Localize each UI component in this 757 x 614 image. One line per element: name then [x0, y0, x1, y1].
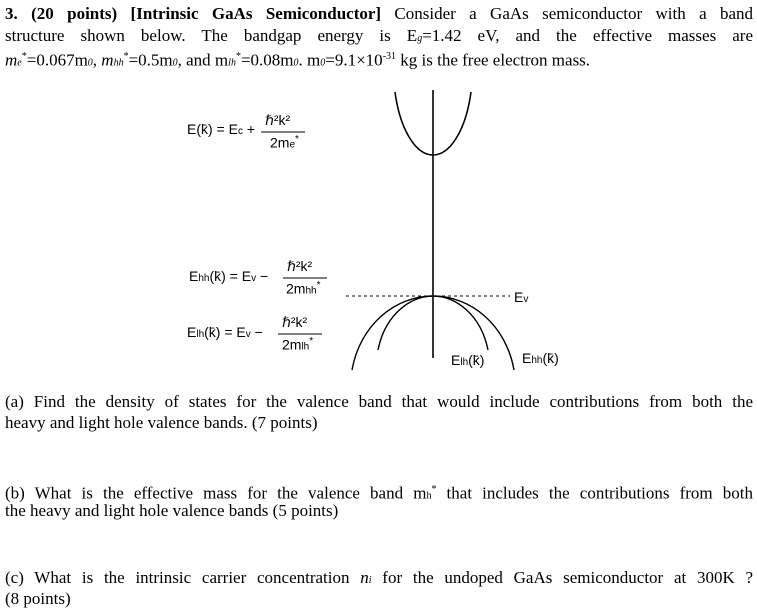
ehh-mhh-sub: hh — [305, 285, 317, 297]
ev-label — [514, 289, 528, 305]
problem-points: (20 points) — [31, 4, 118, 23]
part-c-ni-sub: i — [368, 575, 372, 586]
ehh-denominator — [286, 280, 320, 297]
ec-lhs-text: E(k̄) = E — [187, 121, 238, 137]
me-value: =0.067m — [26, 50, 88, 70]
mlh-subscript: lh — [228, 57, 236, 69]
mlh-value: =0.08m — [240, 50, 294, 70]
me-subscript: e — [17, 57, 22, 69]
me-symbol: m — [5, 50, 18, 70]
ec-plus: + — [246, 121, 256, 137]
ehh-two-m: 2m — [286, 280, 306, 297]
mhh-value: =0.5m — [128, 50, 173, 70]
mo-value: =9.1×10 — [325, 50, 383, 70]
curve-hh-sub: hh — [531, 355, 543, 366]
part-b-mh-sub: h — [426, 490, 432, 502]
mo-def: . m — [298, 50, 321, 70]
elh-two-m: 2m — [282, 336, 302, 353]
curve-hh-e: E — [522, 350, 532, 366]
ehh-minus: − — [259, 268, 269, 284]
ec-subscript: c — [237, 126, 243, 137]
part-a-line-1: (a) Find the density of states for the valence band that would include contributions from both the — [5, 392, 753, 411]
ec-equation-lhs — [187, 121, 255, 137]
ehh-v-sub: v — [251, 273, 257, 284]
ec-me-star: * — [295, 134, 299, 145]
part-c-line-2: (8 points) — [5, 589, 71, 608]
problem-intro-2: structure shown below. The bandgap energy is E — [5, 26, 418, 45]
problem-line-3: me*=0.067m0, mhh*=0.5m0, and mlh*=0.08m0. $m0=9.1\times 10^{-31}$ kg is the free electron mass. — [5, 50, 591, 70]
elh-k-arg: (k̄) = E — [204, 324, 246, 340]
ehh-equation-lhs — [189, 268, 268, 284]
part-b-line-2: the heavy and light hole valence bands (5 points) — [5, 501, 339, 520]
ehh-star: * — [316, 280, 321, 291]
elh-e: E — [187, 324, 197, 340]
elh-denominator — [282, 336, 313, 353]
ec-me-sub: e — [289, 139, 296, 151]
ec-two-m: 2m — [270, 134, 290, 151]
elh-sub: lh — [196, 329, 205, 340]
elh-equation-lhs — [187, 324, 263, 340]
curve-lh-e: E — [451, 352, 461, 368]
elh-minus: − — [254, 324, 263, 340]
eg-subscript: g — [417, 33, 423, 44]
ehh-numerator: ℏ²k² — [287, 258, 313, 274]
part-b-rest: that includes the contributions from both — [446, 483, 753, 503]
mhh-symbol: m — [101, 50, 114, 70]
me-mo-sub: 0 — [87, 57, 93, 69]
mlh-mo-sub: 0 — [293, 57, 299, 69]
problem-intro-1: Consider a GaAs semiconductor with a band — [394, 4, 754, 23]
part-c-ni: n — [360, 568, 369, 587]
ehh-sub: hh — [198, 273, 210, 284]
curve-lh-sub: lh — [460, 357, 469, 368]
and-mlh: , and m — [177, 50, 229, 70]
part-c-rest: for the undoped GaAs semiconductor at 300K ? — [382, 568, 754, 587]
mo-sub: 0 — [320, 57, 326, 69]
mhh-mo-sub: 0 — [172, 57, 178, 69]
ev-sub: v — [523, 294, 529, 305]
elh-v-sub: v — [245, 329, 251, 340]
mhh-star: * — [123, 51, 129, 62]
curve-hh-k: (k̄) — [542, 350, 559, 366]
ec-denominator — [270, 134, 299, 151]
mo-exponent: -31 — [382, 51, 397, 62]
part-b-star: * — [431, 484, 437, 495]
ev-e: E — [514, 289, 524, 305]
part-a-line-2: heavy and light hole valence bands. (7 points) — [5, 413, 318, 432]
ehh-e: E — [189, 268, 199, 284]
problem-number: 3. — [5, 4, 18, 23]
ehh-k-arg: (k̄) = E — [209, 268, 252, 284]
elh-numerator: ℏ²k² — [282, 314, 308, 330]
elh-star: * — [309, 336, 314, 347]
part-b-text: (b) What is the effective mass for the valence band m — [5, 483, 427, 503]
problem-intro-2b: =1.42 eV, and the effective masses are — [422, 26, 753, 45]
curve-label-hh — [522, 350, 559, 366]
part-c-text: (c) What is the intrinsic carrier concentration — [5, 568, 350, 587]
mlh-star: * — [235, 51, 241, 62]
mo-unit-text: kg is the free electron mass. — [400, 50, 591, 70]
mhh-subscript: hh — [113, 57, 124, 69]
elh-mlh-sub: lh — [301, 341, 310, 353]
me-star: * — [21, 51, 27, 62]
ec-numerator: ℏ²k² — [265, 112, 291, 128]
problem-title: [Intrinsic GaAs Semiconductor] — [130, 4, 382, 23]
curve-label-lh — [451, 352, 484, 368]
curve-lh-k: (k̄) — [468, 352, 485, 368]
